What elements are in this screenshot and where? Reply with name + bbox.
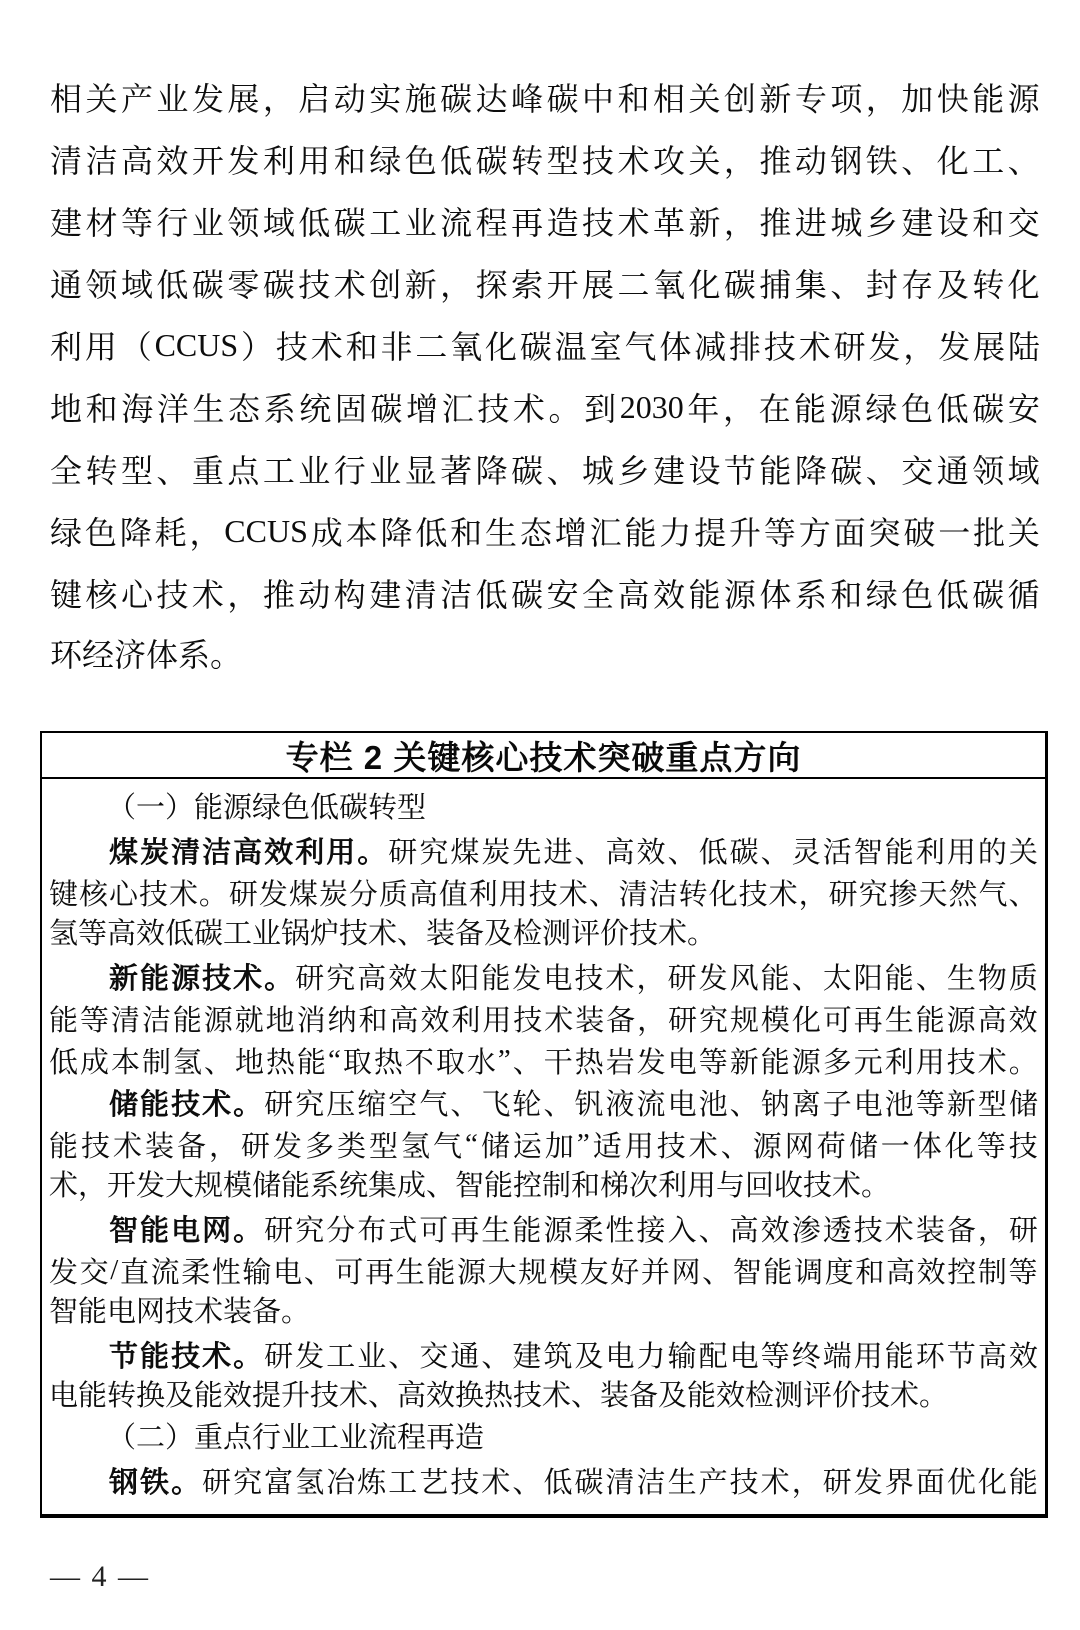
body-line: 环经济体系。 xyxy=(50,637,243,673)
box-line: 电能转换及能效提升技术、高效换热技术、装备及能效检测评价技术。 xyxy=(49,1380,949,1412)
body-line: 地 和 海 洋 生 态 系 统 固 碳 增 汇 技 术 。 到 2030 年 ， 在 能 源 绿 色 低 碳 安 xyxy=(50,388,1040,427)
box-content xyxy=(42,779,1045,1501)
box-line: 节 能 技 术 。 研 发 工 业 、 交 通 、 建 筑 及 电 力 输 配 电 等 终 端 用 能 环 节 高 效 xyxy=(109,1340,1038,1373)
box-line: 术，开发大规模储能系统集成、智能控制和梯次利用与回收技术。 xyxy=(49,1170,891,1202)
box-line: 智 能 电 网 。 研 究 分 布 式 可 再 生 能 源 柔 性 接 入 、 高 效 渗 透 技 术 装 备 ， 研 xyxy=(109,1214,1038,1247)
box-line: 智能电网技术装备。 xyxy=(49,1296,311,1328)
box-line: 能 技 术 装 备 ， 研 发 多 类 型 氢 气 “ 储 运 加 ” 适 用 技 术 、 源 网 荷 储 一 体 化 等 技 xyxy=(49,1127,1038,1163)
body-line: 利 用 （ CCUS ） 技 术 和 非 二 氧 化 碳 温 室 气 体 减 排 技 术 研 发 ， 发 展 陆 xyxy=(50,326,1040,365)
box-title: 专栏 2 关键核心技术突破重点方向 xyxy=(42,733,1045,779)
feature-box xyxy=(40,731,1048,1518)
page-number: — 4 — xyxy=(50,1560,150,1593)
body-line: 键 核 心 技 术 ， 推 动 构 建 清 洁 低 碳 安 全 高 效 能 源 体 系 和 绿 色 低 碳 循 xyxy=(50,577,1040,613)
box-line: 钢 铁 。 研 究 富 氢 冶 炼 工 艺 技 术 、 低 碳 清 洁 生 产 技 术 ， 研 发 界 面 优 化 能 xyxy=(109,1466,1038,1499)
box-line: （一）能源绿色低碳转型 xyxy=(107,792,427,824)
body-line: 绿 色 降 耗 ， CCUS 成 本 降 低 和 生 态 增 汇 能 力 提 升 等 方 面 突 破 一 批 关 xyxy=(50,512,1040,551)
body-line: 建 材 等 行 业 领 域 低 碳 工 业 流 程 再 造 技 术 革 新 ， 推 进 城 乡 建 设 和 交 xyxy=(50,205,1040,241)
body-paragraph xyxy=(50,66,1040,686)
body-line: 全 转 型 、 重 点 工 业 行 业 显 著 降 碳 、 城 乡 建 设 节 能 降 碳 、 交 通 领 域 xyxy=(50,453,1040,489)
box-line: 能 等 清 洁 能 源 就 地 消 纳 和 高 效 利 用 技 术 装 备 ， 研 究 规 模 化 可 再 生 能 源 高 效 xyxy=(49,1004,1038,1037)
body-line: 相 关 产 业 发 展 ， 启 动 实 施 碳 达 峰 碳 中 和 相 关 创 新 专 项 ， 加 快 能 源 xyxy=(50,81,1040,117)
body-line: 清 洁 高 效 开 发 利 用 和 绿 色 低 碳 转 型 技 术 攻 关 ， 推 动 钢 铁 、 化 工 、 xyxy=(50,143,1040,179)
box-line: 发 交 / 直 流 柔 性 输 电 、 可 再 生 能 源 大 规 模 友 好 并 网 、 智 能 调 度 和 高 效 控 制 等 xyxy=(49,1253,1038,1289)
box-line: 氢等高效低碳工业锅炉技术、装备及检测评价技术。 xyxy=(49,918,717,950)
box-line: 低 成 本 制 氢 、 地 热 能 “ 取 热 不 取 水 ” 、 干 热 岩 发 电 等 新 能 源 多 元 利 用 技 术 。 xyxy=(49,1043,1038,1079)
box-line: 键 核 心 技 术 。 研 发 煤 炭 分 质 高 值 利 用 技 术 、 清 洁 转 化 技 术 ， 研 究 掺 天 然 气 、 xyxy=(49,878,1038,911)
box-line: 新 能 源 技 术 。 研 究 高 效 太 阳 能 发 电 技 术 ， 研 发 风 能 、 太 阳 能 、 生 物 质 xyxy=(109,962,1038,995)
body-line: 通 领 域 低 碳 零 碳 技 术 创 新 ， 探 索 开 展 二 氧 化 碳 捕 集 、 封 存 及 转 化 xyxy=(50,267,1040,303)
box-line: 煤 炭 清 洁 高 效 利 用 。 研 究 煤 炭 先 进 、 高 效 、 低 碳 、 灵 活 智 能 利 用 的 关 xyxy=(109,836,1038,869)
box-line: （二）重点行业工业流程再造 xyxy=(107,1422,485,1454)
box-line: 储 能 技 术 。 研 究 压 缩 空 气 、 飞 轮 、 钒 液 流 电 池 、 钠 离 子 电 池 等 新 型 储 xyxy=(109,1088,1038,1121)
